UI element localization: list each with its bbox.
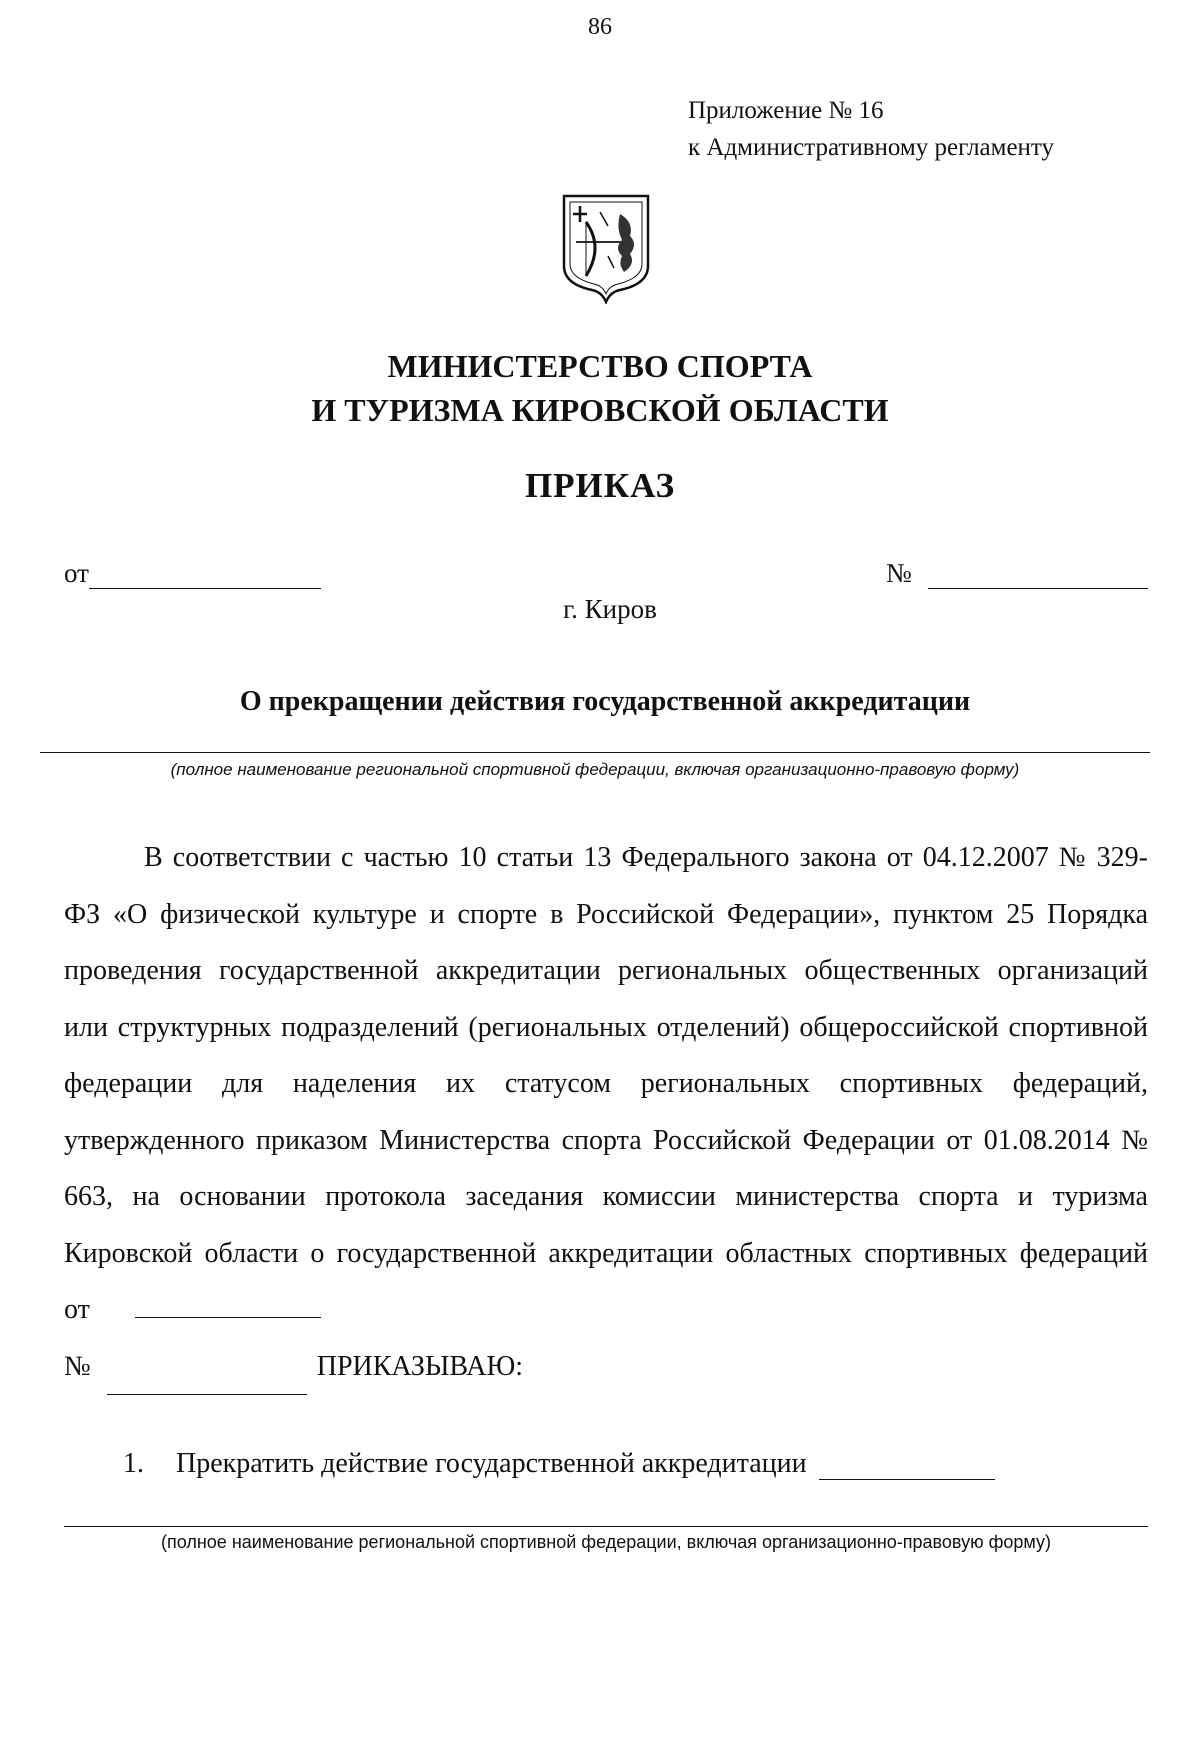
date-label: от — [64, 558, 89, 588]
ministry-line-2: И ТУРИЗМА КИРОВСКОЙ ОБЛАСТИ — [311, 392, 889, 428]
body-paragraph: В соответствии с частью 10 статьи 13 Федерального закона от 04.12.2007 № 329-ФЗ «О физической культуре и спорте в Российской Федерации», пунктом 25 Порядка проведения государственной аккредитации региональных общественных организаций или структурных подразделений (региональных отделений) общероссийской спортивной федерации для наделения их статусом региональных спортивных федераций, утвержденного приказом Министерства спорта Российской Федерации от 01.08.2014 № 663, на основании протокола заседания комиссии министерства спорта и туризма Кировской области о государственной аккредитации областных спортивных федераций от — [64, 842, 1148, 1325]
organization-name-line — [40, 752, 1150, 753]
appendix-note — [688, 92, 1054, 166]
appendix-line-1: Приложение № 16 — [688, 97, 884, 124]
date-blank — [89, 562, 321, 589]
order-title: ПРИКАЗ — [524, 466, 676, 505]
caption-bottom: (полное наименование региональной спортивной федерации, включая организационно-правовую форму) — [161, 1532, 1051, 1552]
appendix-line-2: к Административному регламенту — [688, 134, 1055, 161]
city: г. Киров — [563, 594, 657, 624]
ministry-name — [0, 344, 1200, 432]
number-field — [886, 558, 1148, 589]
order-word: ПРИКАЗЫВАЮ: — [316, 1350, 524, 1382]
page-number: 86 — [588, 14, 612, 40]
number-label: № — [886, 558, 912, 588]
order-body — [64, 830, 1148, 1395]
protocol-number-blank — [107, 1368, 307, 1395]
item-blank — [819, 1453, 995, 1480]
item-text: Прекратить действие государственной аккредитации — [176, 1448, 807, 1479]
date-field — [64, 558, 321, 589]
coat-of-arms-icon — [560, 192, 652, 304]
number-blank — [928, 562, 1148, 589]
protocol-number-label: № — [64, 1350, 91, 1382]
protocol-date-blank — [135, 1291, 321, 1318]
caption-top: (полное наименование региональной спортивной федерации, включая организационно-правовую форму) — [170, 760, 1020, 779]
organization-name-line-2 — [64, 1526, 1148, 1527]
item-number: 1. — [123, 1448, 144, 1479]
ministry-line-1: МИНИСТЕРСТВО СПОРТА — [387, 348, 813, 384]
order-subject: О прекращении действия государственной аккредитации — [239, 686, 971, 717]
order-item-1 — [64, 1448, 1148, 1480]
